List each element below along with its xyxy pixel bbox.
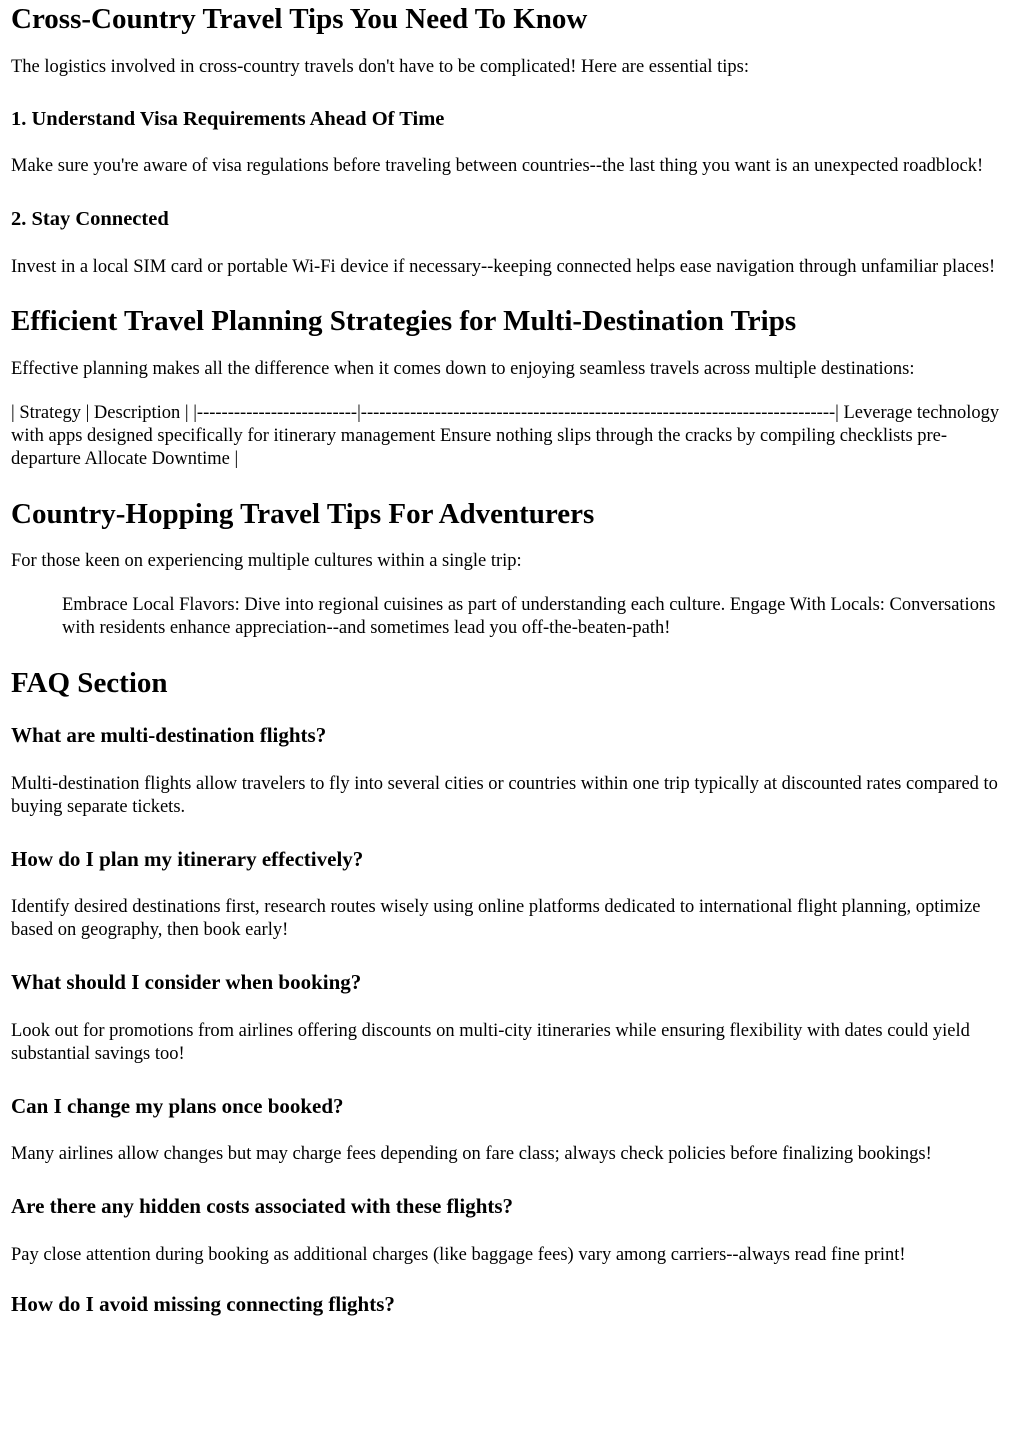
tip1-text: Make sure you're aware of visa regulations before traveling between countries--the last thing you want is an unexpected roadblock!: [11, 156, 984, 176]
faq-question: Can I change my plans once booked?: [11, 1094, 344, 1118]
planning-intro: Effective planning makes all the difference when it comes down to enjoying seamless travels across multiple destinations:: [11, 359, 915, 379]
tip2-text: Invest in a local SIM card or portable Wi-Fi device if necessary--keeping connected helps ease navigation through unfamiliar places!: [11, 257, 996, 277]
cross-country-intro: The logistics involved in cross-country travels don't have to be complicated! Here are essential tips:: [11, 57, 749, 77]
faq-answer: Many airlines allow changes but may charge fees depending on fare class; always check policies before finalizing bookings!: [11, 1144, 932, 1164]
section-title-faq: FAQ Section: [11, 667, 168, 699]
section-title-cross-country: Cross-Country Travel Tips You Need To Know: [11, 3, 588, 35]
faq-question: How do I plan my itinerary effectively?: [11, 847, 364, 871]
faq-answer: Identify desired destinations first, research routes wisely using online platforms dedicated to international flight planning, optimize based on geography, then book early!: [11, 897, 981, 940]
section-title-country-hopping: Country-Hopping Travel Tips For Adventurers: [11, 498, 595, 530]
section-title-planning: Efficient Travel Planning Strategies for Multi-Destination Trips: [11, 305, 797, 337]
country-hopping-intro: For those keen on experiencing multiple cultures within a single trip:: [11, 551, 522, 571]
faq-answer: Multi-destination flights allow travelers to fly into several cities or countries within one trip typically at discounted rates compared to buying separate tickets.: [11, 774, 998, 817]
tip2-heading: 2. Stay Connected: [11, 208, 169, 230]
faq-answer: Look out for promotions from airlines offering discounts on multi-city itineraries while ensuring flexibility with dates could yield substantial savings too!: [11, 1021, 970, 1064]
faq-question: What are multi-destination flights?: [11, 723, 327, 747]
article: [0, 1, 1024, 1316]
country-hopping-quote: Embrace Local Flavors: Dive into regional cuisines as part of understanding each culture. Engage With Locals: Conversations with residents enhance appreciation--and sometimes lead you off-the-beaten-path!: [62, 595, 996, 638]
faq-answer: Pay close attention during booking as additional charges (like baggage fees) vary among carriers--always read fine print!: [11, 1245, 906, 1265]
strategy-table-text: | Strategy | Description | |--------------------------|-----------------------------------------------------------------------------| Leverage technology with apps designed specifically for itinerary management Ensure nothing slips through the cracks by compiling checklists pre-departure Allocate Downtime |: [11, 403, 1000, 469]
faq-question: How do I avoid missing connecting flights?: [11, 1292, 395, 1316]
faq-question: What should I consider when booking?: [11, 970, 362, 994]
tip1-heading: 1. Understand Visa Requirements Ahead Of Time: [11, 108, 445, 130]
faq-question: Are there any hidden costs associated with these flights?: [11, 1194, 514, 1218]
